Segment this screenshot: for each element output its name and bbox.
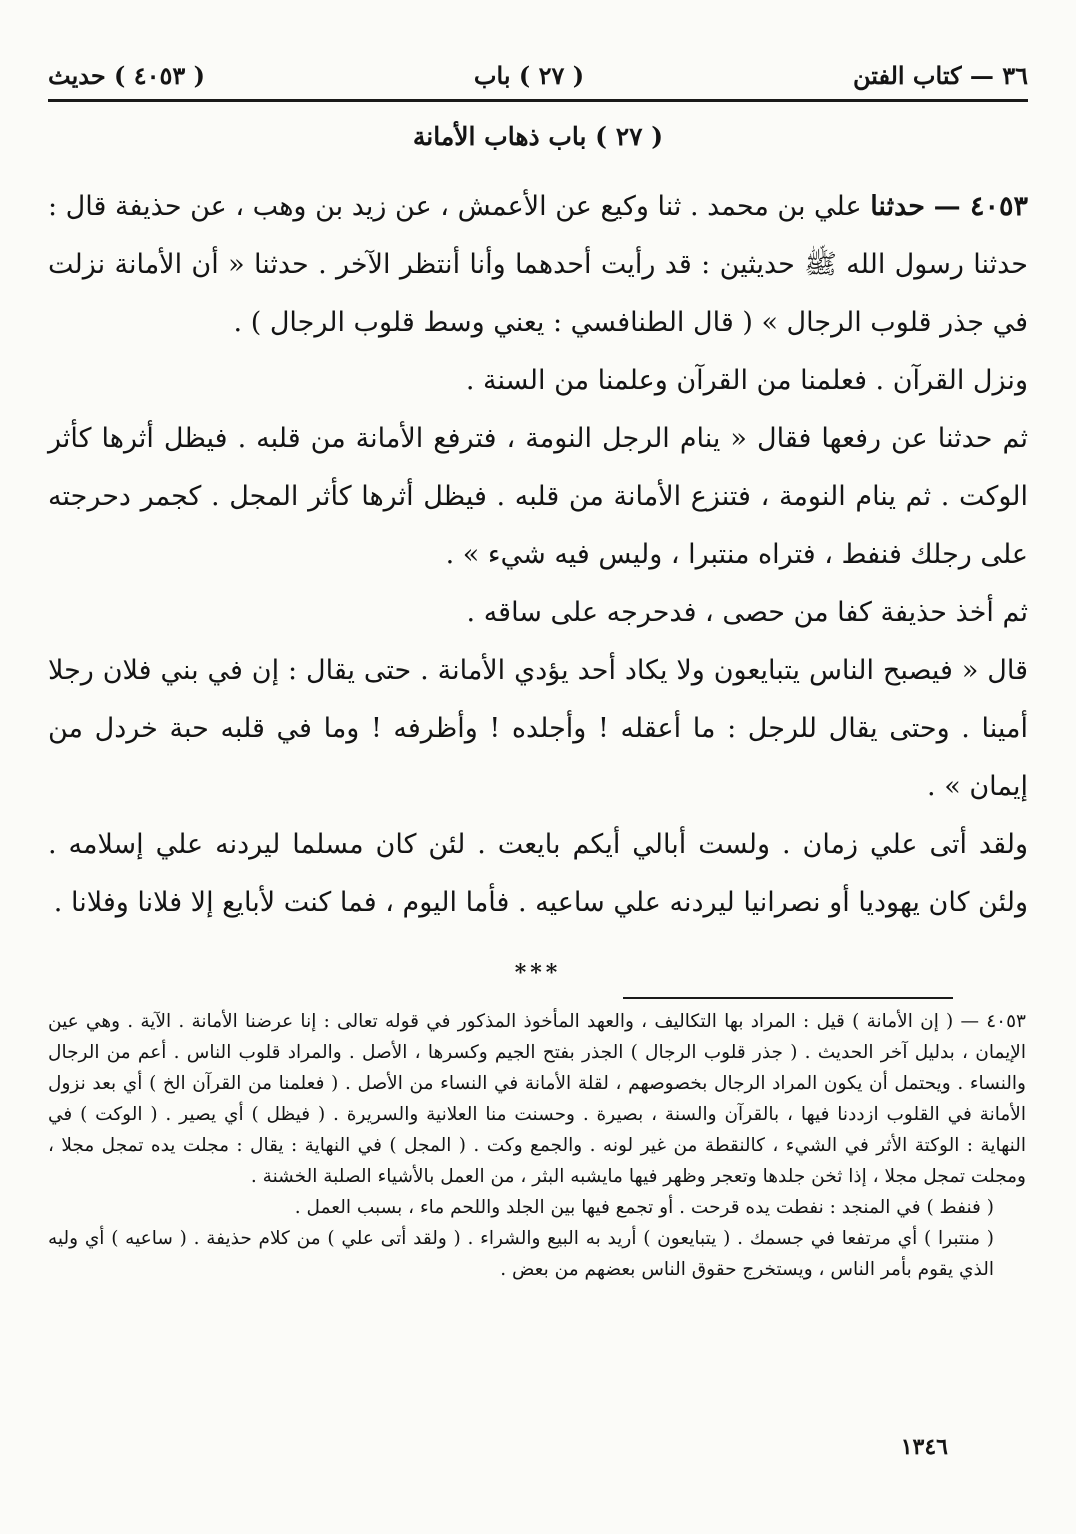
page-running-title: ٣٦ — كتاب الفتن xyxy=(852,60,1028,90)
hadith-paragraph: ثم أخذ حذيفة كفا من حصى ، فدحرجه على ساقه . xyxy=(466,597,1028,628)
footnote-paragraph: ٤٠٥٣ — ( إن الأمانة ) قيل : المراد بها التكاليف ، والعهد المأخوذ المذكور في قوله تعالى : إنا عرضنا الأمانة . الآية . وهي عين الإيمان ، بدليل آخر الحديث . ( جذر قلوب الرجال ) الجذر بفتح الجيم وكسرها ، الأصل . والمراد قلوب الناس . أعم من الرجال والنساء . ويحتمل أن يكون المراد الرجال بخصوصهم ، لقلة الأمانة في النساء من الأصل . ( فعلمنا من القرآن الخ ) أي بعد نزول الأمانة في القلوب ازددنا فيها ، بالقرآن والسنة ، بصيرة . وحسنت منا العلانية والسريرة . ( فيظل ) أي يصير . ( الوكت ) في النهاية : الوكتة الأثر في الشيء ، كالنقطة من غير لونه . والجمع وكت . ( المجل ) في النهاية : يقال : مجلت يده تمجل مجلا ، ومجلت تمجل مجلا ، إذا ثخن جلدها وتعجر وظهر فيها مايشبه البثر ، من العمل بالأشياء الصلبة الخشنة . xyxy=(48,1011,1026,1187)
hadith-opening-word: حدثنا xyxy=(870,191,925,222)
footnote-paragraph: ( فنفط ) في المنجد : نفطت يده قرحت . أو تجمع فيها بين الجلد واللحم ماء ، بسبب العمل . xyxy=(294,1197,994,1218)
hadith-paragraph: قال « فيصبح الناس يتبايعون ولا يكاد أحد يؤدي الأمانة . حتى يقال : إن في بني فلان رجلا أمينا . وحتى يقال للرجل : ما أعقله ! وأجلده ! وأظرفه ! وما في قلبه حبة خردل من إيمان » . xyxy=(48,655,1028,802)
page-number: ١٣٤٦ xyxy=(900,1434,948,1460)
chapter-title: ( ٢٧ ) باب ذهاب الأمانة xyxy=(412,122,664,151)
footnotes xyxy=(48,1006,1026,1285)
running-header xyxy=(48,56,1028,94)
hadith-paragraph: ونزل القرآن . فعلمنا من القرآن وعلمنا من السنة . xyxy=(465,365,1028,396)
hadith-number: ٤٠٥٣ — xyxy=(933,191,1028,222)
hadith-paragraph-text: علي بن محمد . ثنا وكيع عن الأعمش ، عن زيد بن وهب ، عن حذيفة قال : حدثنا رسول الله ﷺ حديثين : قد رأيت أحدهما وأنا أنتظر الآخر . حدثنا « أن الأمانة نزلت في جذر قلوب الرجال » ( قال الطنافسي : يعني وسط قلوب الرجال ) . xyxy=(48,191,1028,338)
hadith-paragraph xyxy=(48,178,1028,352)
hadith-text xyxy=(48,178,1028,932)
hadith-paragraph: ثم حدثنا عن رفعها فقال « ينام الرجل النومة ، فترفع الأمانة من قلبه . فيظل أثرها كأثر الوكت . ثم ينام النومة ، فتنزع الأمانة من قلبه . فيظل أثرها كأثر المجل . كجمر دحرجته على رجلك فنفط ، فتراه منتبرا ، وليس فيه شيء » . xyxy=(48,423,1028,570)
footnote-paragraph: ( منتبرا ) أي مرتفعا في جسمك . ( يتبايعون ) أريد به البيع والشراء . ( ولقد أتى علي ) من كلام حذيفة . ( ساعيه ) أي وليه الذي يقوم بأمر الناس ، ويستخرج حقوق الناس بعضهم من بعض . xyxy=(48,1228,994,1280)
hadith-paragraph: ولقد أتى علي زمان . ولست أبالي أيكم بايعت . لئن كان مسلما ليردنه علي إسلامه . ولئن كان يهوديا أو نصرانيا ليردنه علي ساعيه . فأما اليوم ، فما كنت لأبايع إلا فلانا وفلانا . xyxy=(48,829,1028,918)
chapter-reference: ( ٢٧ ) باب xyxy=(473,60,585,90)
hadith-reference: ( ٤٠٥٣ ) حديث xyxy=(48,60,206,90)
header-rule xyxy=(48,99,1028,102)
footnote-rule xyxy=(623,997,953,999)
section-separator: *** xyxy=(514,960,562,986)
